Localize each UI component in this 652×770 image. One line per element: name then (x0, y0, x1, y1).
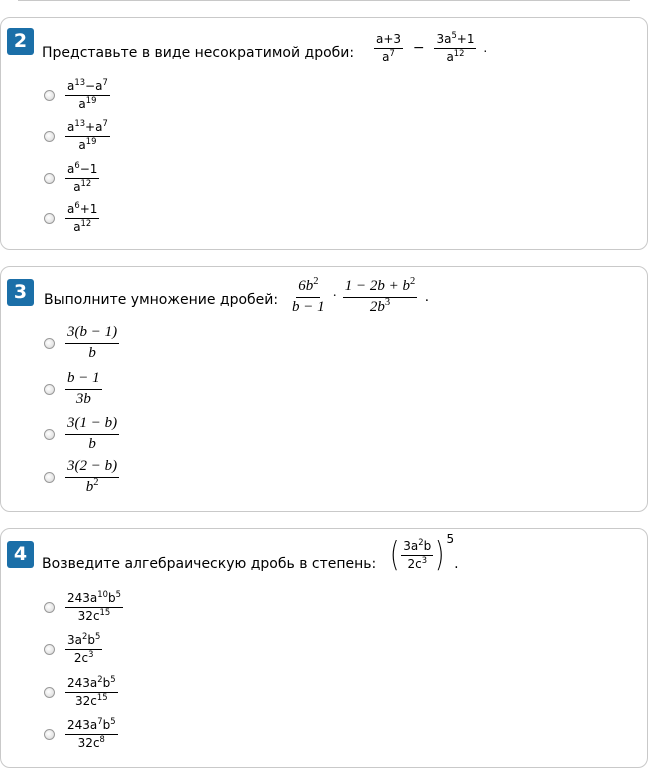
expression-fraction-1 (374, 33, 403, 63)
power-exponent: 5 (446, 532, 455, 546)
radio-button[interactable] (44, 213, 55, 224)
left-parenthesis: ( (389, 535, 400, 575)
option-fraction: $\frac{243a^2b^5}{32c^{15}}$ (67, 674, 116, 708)
option-fraction: $\frac{3a^2b^5}{2c^3}$ (67, 631, 101, 665)
answer-option[interactable] (44, 674, 118, 708)
radio-button[interactable] (44, 429, 55, 440)
expression-period: . (483, 41, 488, 56)
right-parenthesis: ) (435, 535, 445, 575)
expression-fraction-1: $\frac{6b^2}{b - 1}$ (292, 276, 325, 315)
question-text: Представьте в виде несократимой дроби: (42, 45, 355, 61)
answer-option[interactable] (44, 459, 119, 496)
top-divider (18, 0, 630, 1)
answer-option[interactable] (44, 589, 123, 623)
radio-button[interactable] (44, 472, 55, 483)
radio-button[interactable] (44, 131, 55, 142)
question-expression (290, 276, 429, 316)
fraction-denominator: $a^{12}$ (446, 47, 465, 64)
option-fraction: $\frac{3(2 - b)}{b^2}$ (67, 458, 118, 495)
radio-button[interactable] (44, 644, 55, 655)
expression-period: . (454, 556, 459, 572)
expression-fraction-2 (434, 30, 476, 64)
option-fraction: $\frac{b - 1}{3b}$ (67, 370, 100, 407)
answer-option[interactable] (44, 118, 110, 152)
question-number-badge: 4 (7, 541, 34, 568)
answer-option[interactable] (44, 160, 99, 194)
expression-fraction: $\frac{3a^2b}{2c^3}$ (403, 536, 432, 571)
radio-button[interactable] (44, 729, 55, 740)
option-fraction: $\frac{3(1 - b)}{b}$ (67, 415, 118, 452)
question-number-badge: 3 (7, 279, 34, 306)
answer-option[interactable] (44, 77, 110, 111)
option-fraction: $\frac{243a^7b^5}{32c^8}$ (67, 716, 116, 750)
radio-button[interactable] (44, 338, 55, 349)
answer-option[interactable] (44, 631, 102, 665)
option-fraction: $\frac{a^{13}-a^7}{a^{19}}$ (67, 77, 108, 111)
question-number-badge: 2 (7, 28, 34, 55)
option-fraction: $\frac{243a^{10}b^5}{32c^{15}}$ (67, 589, 121, 623)
question-expression (374, 30, 488, 64)
option-fraction: $\frac{a^6-1}{a^{12}}$ (67, 160, 98, 194)
answer-option[interactable] (44, 416, 119, 453)
radio-button[interactable] (44, 687, 55, 698)
question-expression (388, 532, 459, 575)
radio-button[interactable] (44, 90, 55, 101)
expression-fraction-2: $\frac{1 - 2b + b^2}{2b^3}$ (344, 276, 416, 315)
question-text: Выполните умножение дробей: (44, 292, 279, 308)
fraction-numerator: a+3 (374, 33, 403, 49)
option-fraction: $\frac{a^{13}+a^7}{a^{19}}$ (67, 118, 108, 152)
radio-button[interactable] (44, 384, 55, 395)
answer-option[interactable] (44, 716, 118, 750)
question-text: Возведите алгебраическую дробь в степень: (42, 556, 377, 572)
answer-option[interactable] (44, 325, 119, 362)
minus-operator: − (412, 40, 425, 57)
fraction-numerator: $3a^5+1$ (434, 33, 476, 49)
radio-button[interactable] (44, 602, 55, 613)
fraction-denominator: $a^7$ (382, 47, 395, 64)
option-fraction: $\frac{a^6+1}{a^{12}}$ (67, 200, 98, 234)
option-fraction: $\frac{3(b - 1)}{b}$ (67, 324, 118, 361)
radio-button[interactable] (44, 173, 55, 184)
expression-period: . (425, 288, 429, 305)
answer-option[interactable] (44, 371, 102, 408)
multiply-operator: · (332, 289, 338, 305)
answer-option[interactable] (44, 200, 99, 234)
